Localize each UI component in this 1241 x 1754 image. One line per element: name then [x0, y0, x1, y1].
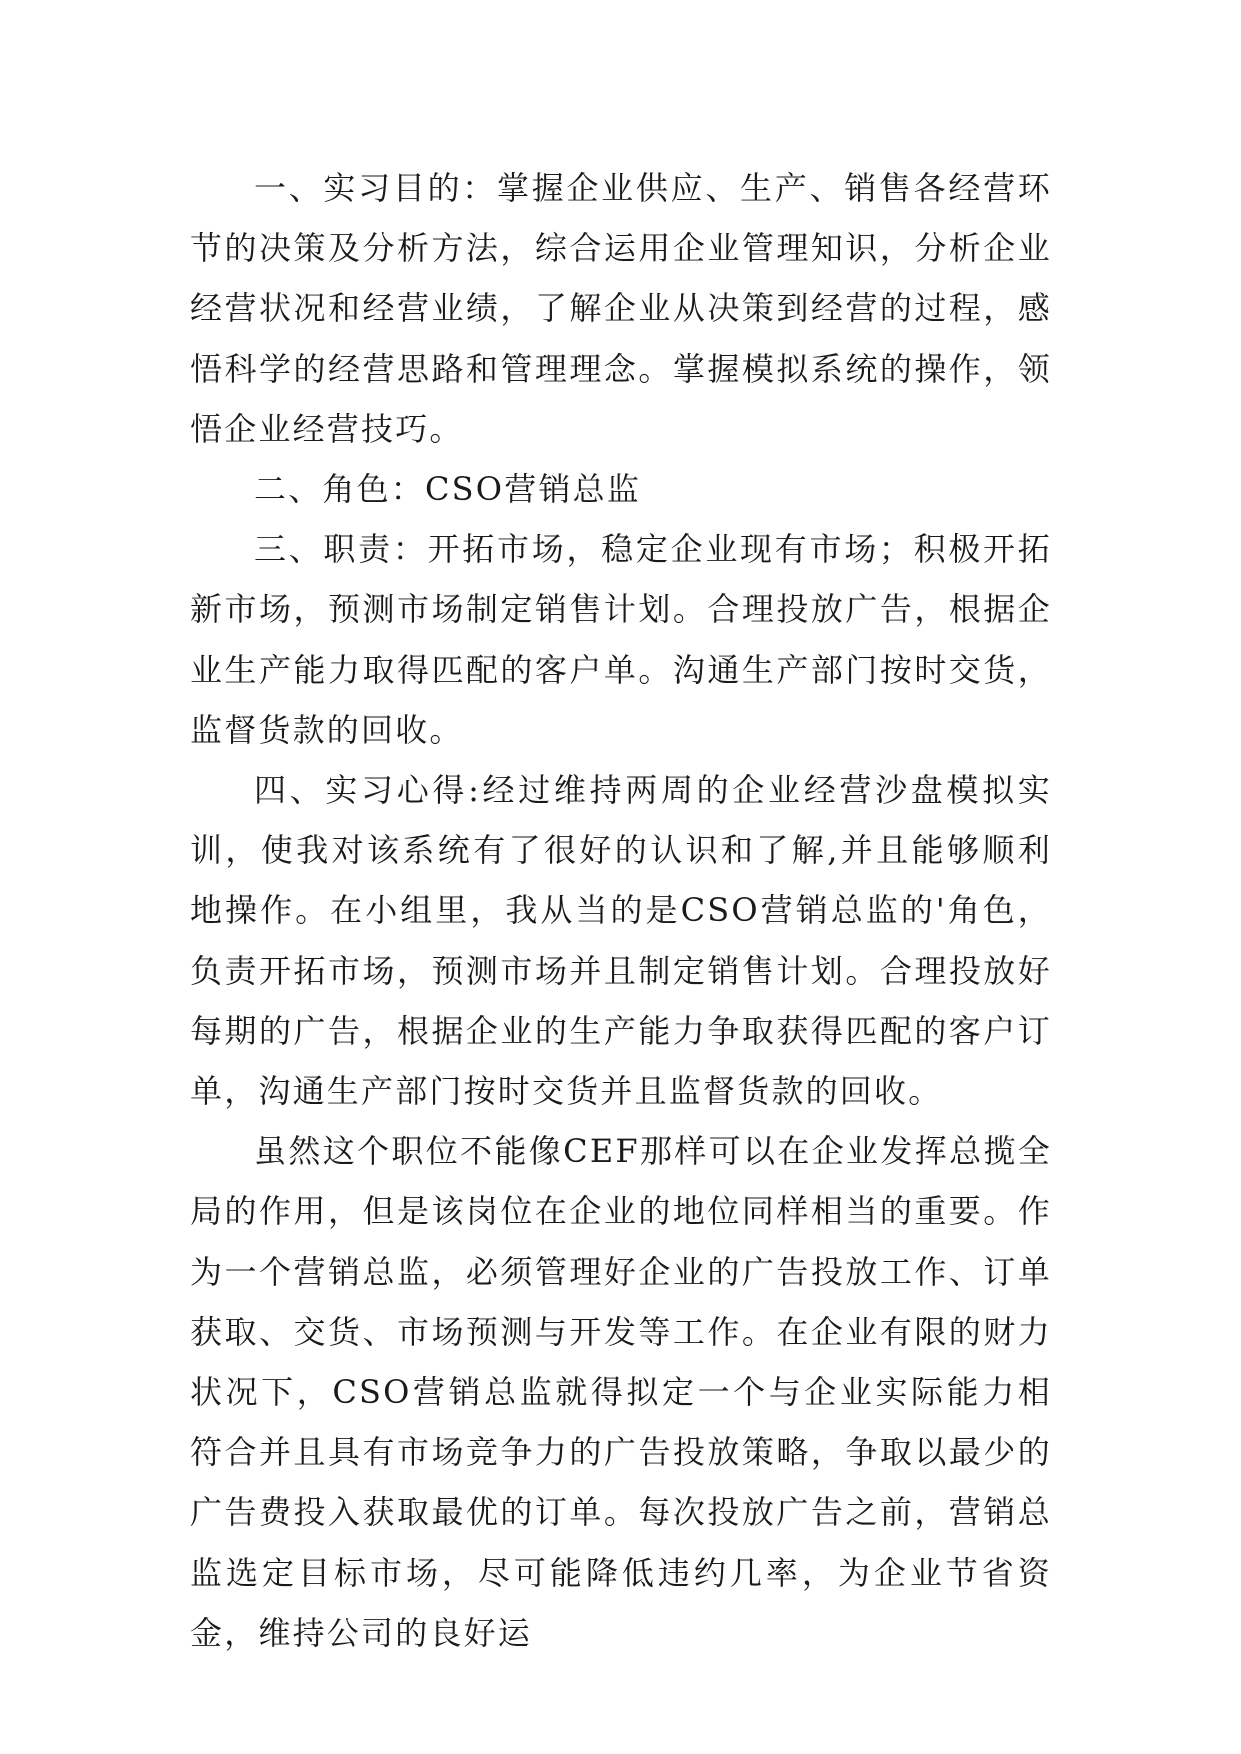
document-page	[190, 158, 1052, 1663]
section-reflection-paragraph: 四、实习心得:经过维持两周的企业经营沙盘模拟实训，使我对该系统有了很好的认识和了解,并且能够顺利地操作。在小组里，我从当的是CSO营销总监的'角色，负责开拓市场，预测市场并且制定销售计划。合理投放好每期的广告，根据企业的生产能力争取获得匹配的客户订单，沟通生产部门按时交货并且监督货款的回收。	[190, 771, 1052, 1111]
body-paragraph: 虽然这个职位不能像CEF那样可以在企业发挥总揽全局的作用，但是该岗位在企业的地位同样相当的重要。作为一个营销总监，必须管理好企业的广告投放工作、订单获取、交货、市场预测与开发等工作。在企业有限的财力状况下，CSO营销总监就得拟定一个与企业实际能力相符合并且具有市场竞争力的广告投放策略，争取以最少的广告费投入获取最优的订单。每次投放广告之前，营销总监选定目标市场，尽可能降低违约几率，为企业节省资金，维持公司的良好运	[190, 1132, 1052, 1652]
section-purpose-paragraph: 一、实习目的：掌握企业供应、生产、销售各经营环节的决策及分析方法，综合运用企业管理知识，分析企业经营状况和经营业绩，了解企业从决策到经营的过程，感悟科学的经营思路和管理理念。掌握模拟系统的操作，领悟企业经营技巧。	[190, 169, 1052, 448]
section-role-paragraph: 二、角色：CSO营销总监	[254, 470, 642, 509]
section-duties-paragraph: 三、职责：开拓市场，稳定企业现有市场；积极开拓新市场，预测市场制定销售计划。合理投放广告，根据企业生产能力取得匹配的客户单。沟通生产部门按时交货，监督货款的回收。	[190, 530, 1052, 749]
